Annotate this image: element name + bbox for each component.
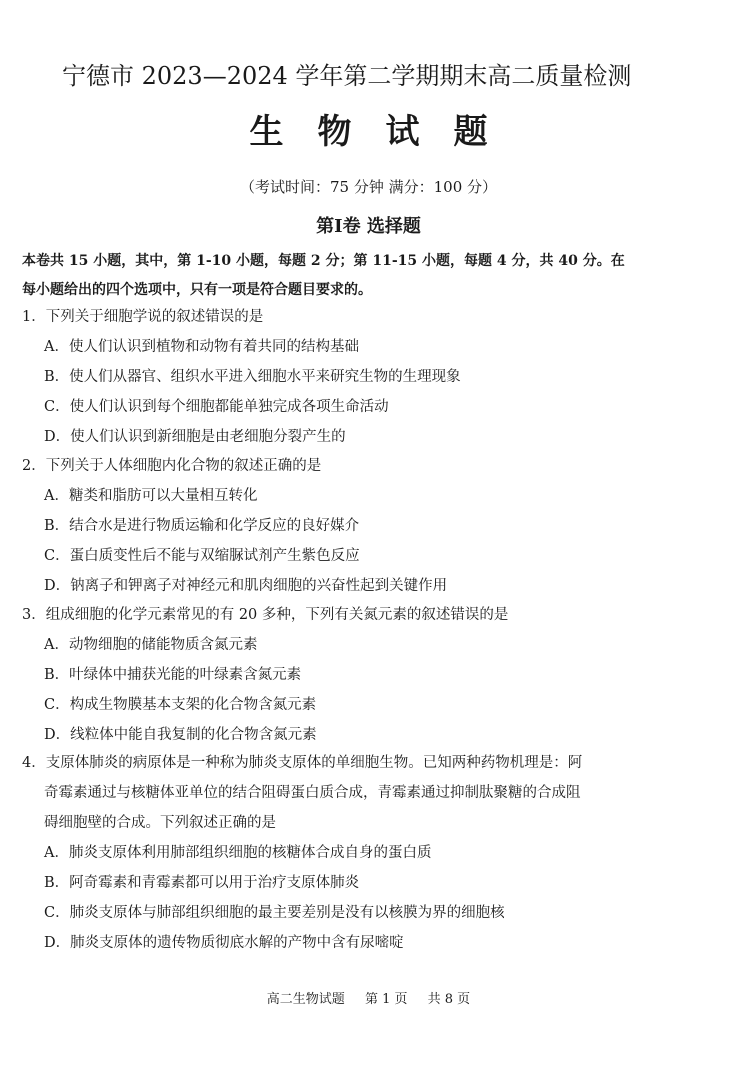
question-3: [22, 600, 662, 750]
exam-info: （考试时间：75 分钟 满分：100 分）: [239, 178, 498, 196]
question-stem-cont: 奇霉素通过与核糖体亚单位的结合阻碍蛋白质合成，青霉素通过抑制肽聚糖的合成阻: [44, 785, 581, 801]
option-c: C．使人们认识到每个细胞都能单独完成各项生命活动: [44, 399, 389, 415]
option-c: C．蛋白质变性后不能与双缩脲试剂产生紫色反应: [44, 548, 360, 564]
option-a: A．肺炎支原体利用肺部组织细胞的核糖体合成自身的蛋白质: [44, 845, 432, 861]
option-d: D．钠离子和钾离子对神经元和肌肉细胞的兴奋性起到关键作用: [44, 578, 448, 594]
option-d: D．线粒体中能自我复制的化合物含氮元素: [44, 727, 317, 743]
subject-title: 生物试题: [249, 112, 522, 152]
question-1: [22, 302, 662, 452]
option-a: A．动物细胞的储能物质含氮元素: [44, 637, 258, 653]
option-c: C．构成生物膜基本支架的化合物含氮元素: [44, 697, 317, 713]
question-stem: 3．组成细胞的化学元素常见的有 20 多种，下列有关氮元素的叙述错误的是: [22, 607, 509, 623]
option-d: D．肺炎支原体的遗传物质彻底水解的产物中含有尿嘧啶: [44, 935, 404, 951]
option-a: A．糖类和脂肪可以大量相互转化: [44, 488, 258, 504]
footer-page-number: 第 1 页: [364, 992, 408, 1007]
exam-title: 宁德市 2023—2024 学年第二学期期末高二质量检测: [62, 62, 632, 90]
footer-course: 高二生物试题: [266, 992, 345, 1007]
question-stem-cont: 碍细胞壁的合成。下列叙述正确的是: [44, 815, 276, 831]
section-title: 第Ⅰ卷 选择题: [316, 216, 421, 237]
option-b: B．结合水是进行物质运输和化学反应的良好媒介: [44, 518, 360, 534]
option-d: D．使人们认识到新细胞是由老细胞分裂产生的: [44, 429, 346, 445]
option-b: B．阿奇霉素和青霉素都可以用于治疗支原体肺炎: [44, 875, 360, 891]
option-b: B．叶绿体中捕获光能的叶绿素含氮元素: [44, 667, 302, 683]
question-stem: 1．下列关于细胞学说的叙述错误的是: [22, 309, 264, 325]
section-instructions: [22, 247, 625, 305]
option-c: C．肺炎支原体与肺部组织细胞的最主要差别是没有以核膜为界的细胞核: [44, 905, 505, 921]
instruction-line: 每小题给出的四个选项中，只有一项是符合题目要求的。: [22, 282, 372, 298]
option-b: B．使人们从器官、组织水平进入细胞水平来研究生物的生理现象: [44, 369, 461, 385]
footer-page-total: 共 8 页: [427, 992, 471, 1007]
instruction-line: 本卷共 15 小题，其中，第 1-10 小题，每题 2 分；第 11-15 小题，每题 4 分，共 40 分。在: [22, 253, 625, 269]
question-stem: 4．支原体肺炎的病原体是一种称为肺炎支原体的单细胞生物。已知两种药物机理是：阿: [22, 755, 583, 771]
page-footer: [0, 988, 737, 1007]
question-4: [22, 748, 662, 958]
option-a: A．使人们认识到植物和动物有着共同的结构基础: [44, 339, 359, 355]
question-stem: 2．下列关于人体细胞内化合物的叙述正确的是: [22, 458, 322, 474]
question-2: [22, 451, 662, 601]
